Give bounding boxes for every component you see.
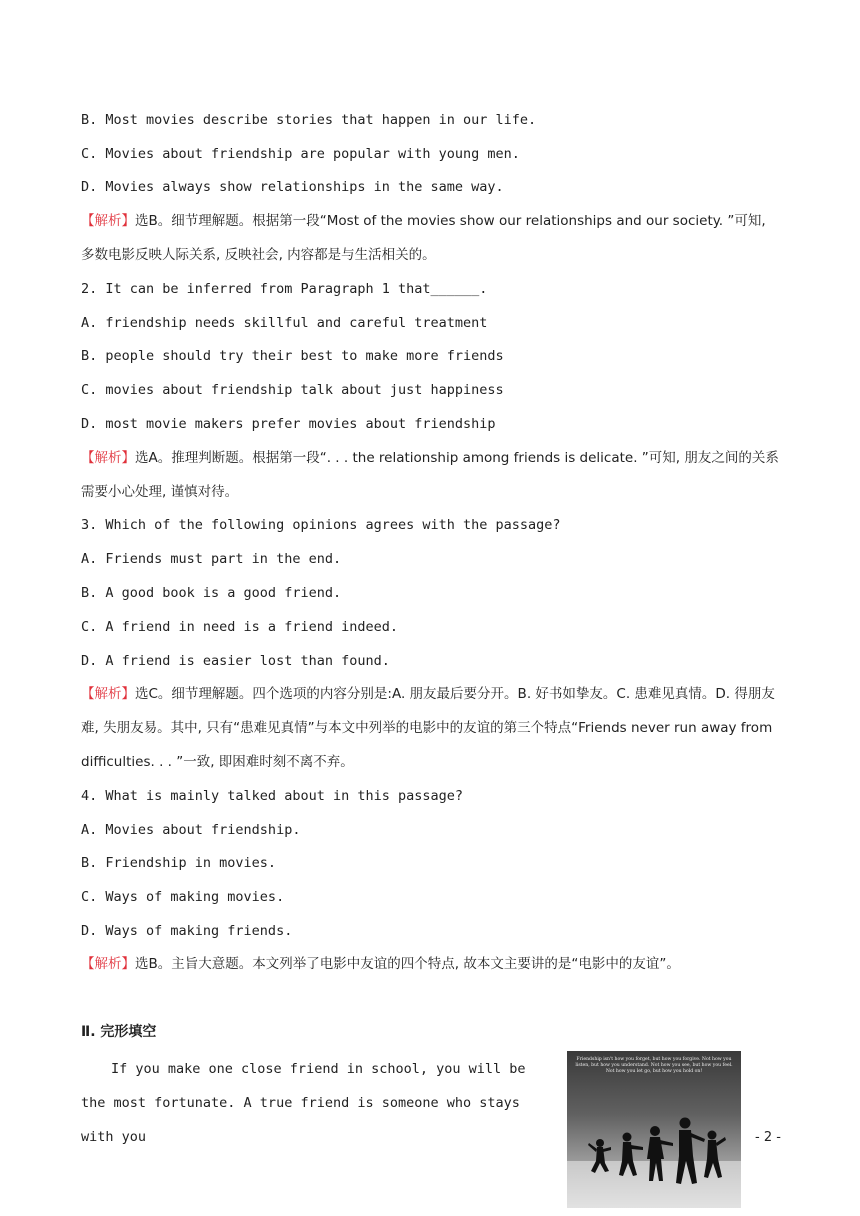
analysis-text: 选B。细节理解题。根据第一段“Most of the movies show our relationships and our society. ”可知, 多数电影反映人际关系, 反映社会, 内容都是与生活相关的。 [81, 213, 766, 263]
q4-analysis [81, 947, 781, 981]
q3-option-a: A. Friends must part in the end. [81, 551, 342, 567]
q3-option-c: C. A friend in need is a friend indeed. [81, 619, 398, 635]
q4-option-b: B. Friendship in movies. [81, 855, 277, 871]
analysis-tag: 【解析】 [81, 450, 135, 466]
q1-analysis [81, 204, 781, 272]
analysis-text: 选A。推理判断题。根据第一段“. . . the relationship among friends is delicate. ”可知, 朋友之间的关系需要小心处理, 谨慎对待。 [81, 450, 779, 500]
q2-analysis [81, 441, 781, 509]
analysis-text: 选B。主旨大意题。本文列举了电影中友谊的四个特点, 故本文主要讲的是“电影中的友谊”。 [135, 956, 680, 972]
q3-option-d: D. A friend is easier lost than found. [81, 653, 390, 669]
q2-option-b: B. people should try their best to make more friends [81, 348, 504, 364]
q3-question: 3. Which of the following opinions agrees with the passage? [81, 517, 561, 533]
silhouettes-illustration [567, 1051, 741, 1208]
q2-option-d: D. most movie makers prefer movies about friendship [81, 416, 496, 432]
page-number: - 2 - [755, 1130, 781, 1145]
q4-option-c: C. Ways of making movies. [81, 889, 285, 905]
photo-caption: Friendship isn't how you forget, but how you forgive. Not how you listen, but how you understand. Not how you see, but how you feel. Not how you let go, but how you hold on! [575, 1057, 733, 1074]
analysis-tag: 【解析】 [81, 686, 135, 702]
q2-option-c: C. movies about friendship talk about just happiness [81, 382, 504, 398]
q4-option-d: D. Ways of making friends. [81, 923, 293, 939]
analysis-text: 选C。细节理解题。四个选项的内容分别是:A. 朋友最后要分开。B. 好书如挚友。C. 患难见真情。D. 得朋友难, 失朋友易。其中, 只有“患难见真情”与本文中列举的电影中的友谊的第三个特点“Friends never run away from difficulties. . . ”一致, 即困难时刻不离不弃。 [81, 686, 775, 770]
analysis-tag: 【解析】 [81, 956, 135, 972]
q3-analysis [81, 677, 781, 779]
q4-question: 4. What is mainly talked about in this passage? [81, 788, 464, 804]
section-title: Ⅱ. 完形填空 [81, 1024, 157, 1040]
friendship-photo [567, 1051, 741, 1208]
q1-option-d: D. Movies always show relationships in the same way. [81, 179, 504, 195]
q2-option-a: A. friendship needs skillful and careful treatment [81, 315, 488, 331]
q1-option-c: C. Movies about friendship are popular with young men. [81, 146, 520, 162]
cloze-passage: If you make one close friend in school, you will be the most fortunate. A true friend is someone who stays with you [81, 1061, 526, 1145]
analysis-tag: 【解析】 [81, 213, 135, 229]
q4-option-a: A. Movies about friendship. [81, 822, 301, 838]
q1-option-b: B. Most movies describe stories that happen in our life. [81, 112, 537, 128]
q2-question: 2. It can be inferred from Paragraph 1 that______. [81, 281, 488, 297]
q3-option-b: B. A good book is a good friend. [81, 585, 342, 601]
